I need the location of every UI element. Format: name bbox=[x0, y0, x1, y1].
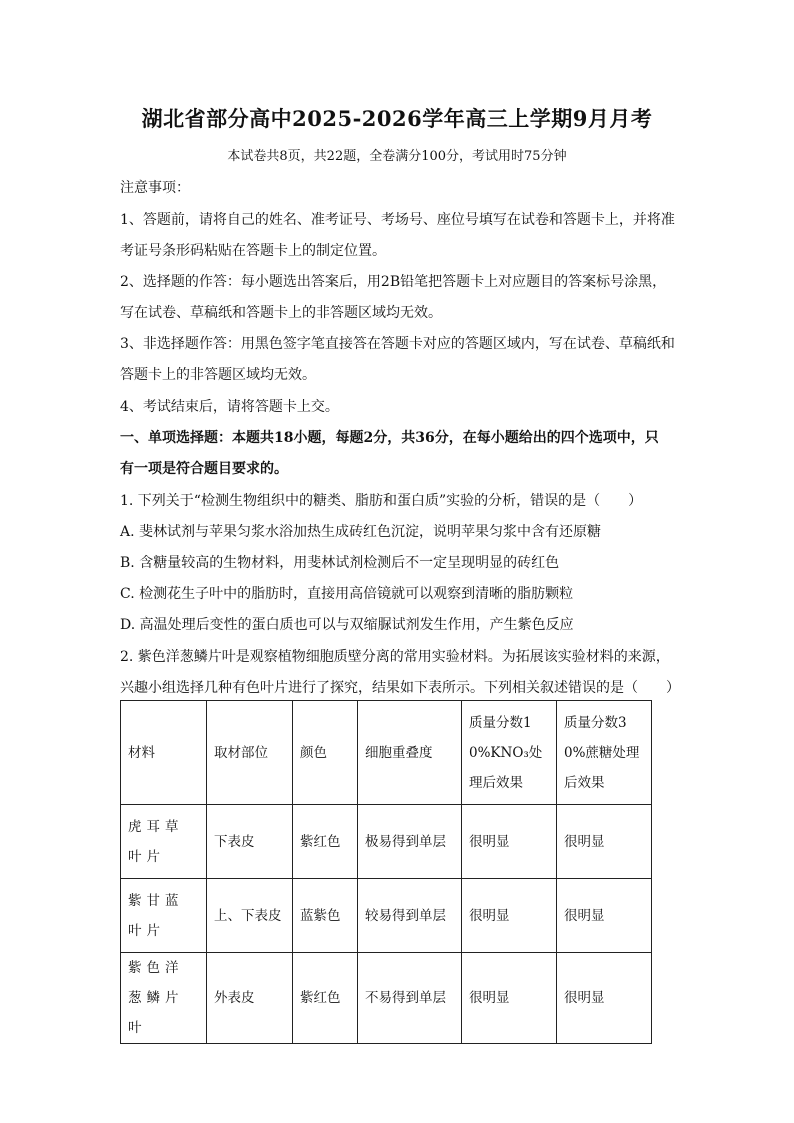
table-header-cell: 质量分数10%KNO₃处理后效果 bbox=[462, 701, 557, 805]
table-cell: 紫红色 bbox=[293, 805, 358, 879]
table-cell: 很明显 bbox=[462, 805, 557, 879]
question-2-stem: 2. 紫色洋葱鳞片叶是观察植物细胞质壁分离的常用实验材料。为拓展该实验材料的来源， bbox=[120, 649, 670, 665]
table-cell: 不易得到单层 bbox=[358, 953, 462, 1044]
table-cell: 极易得到单层 bbox=[358, 805, 462, 879]
question-1-stem: 1. 下列关于“检测生物组织中的糖类、脂肪和蛋白质”实验的分析，错误的是（ ） bbox=[120, 493, 643, 509]
notice-line: 考证号条形码粘贴在答题卡上的制定位置。 bbox=[120, 243, 386, 259]
table-cell: 上、下表皮 bbox=[207, 879, 293, 953]
table-header-cell: 颜色 bbox=[293, 701, 358, 805]
notice-line: 2、选择题的作答：每小题选出答案后，用2B铅笔把答题卡上对应题目的答案标号涂黑， bbox=[120, 274, 667, 290]
table-row bbox=[121, 879, 652, 953]
section-heading: 一、单项选择题：本题共18小题，每题2分，共36分，在每小题给出的四个选项中，只 bbox=[120, 430, 659, 446]
table-header-row bbox=[121, 701, 652, 805]
notice-heading: 注意事项： bbox=[120, 180, 190, 196]
question-1-option-d: D. 高温处理后变性的蛋白质也可以与双缩脲试剂发生作用，产生紫色反应 bbox=[120, 617, 574, 633]
page-title: 湖北省部分高中2025-2026学年高三上学期9月月考 bbox=[141, 106, 653, 131]
table-header-cell: 取材部位 bbox=[207, 701, 293, 805]
table-cell: 虎耳草叶片 bbox=[121, 805, 207, 879]
results-table bbox=[120, 700, 652, 1044]
table-row bbox=[121, 805, 652, 879]
section-heading: 有一项是符合题目要求的。 bbox=[120, 461, 288, 477]
table-row bbox=[121, 953, 652, 1044]
notice-line: 1、答题前，请将自己的姓名、准考证号、考场号、座位号填写在试卷和答题卡上，并将准 bbox=[120, 212, 675, 228]
table-cell: 下表皮 bbox=[207, 805, 293, 879]
question-2-stem: 兴趣小组选择几种有色叶片进行了探究，结果如下表所示。下列相关叙述错误的是（ ） bbox=[120, 680, 680, 696]
table-cell: 很明显 bbox=[557, 805, 652, 879]
exam-info: 本试卷共8页，共22题，全卷满分100分，考试用时75分钟 bbox=[227, 149, 567, 164]
table-cell: 很明显 bbox=[462, 879, 557, 953]
question-1-option-c: C. 检测花生子叶中的脂肪时，直接用高倍镜就可以观察到清晰的脂肪颗粒 bbox=[120, 586, 574, 602]
table-header-cell: 细胞重叠度 bbox=[358, 701, 462, 805]
table-header-cell: 材料 bbox=[121, 701, 207, 805]
table-cell: 外表皮 bbox=[207, 953, 293, 1044]
table-cell: 很明显 bbox=[462, 953, 557, 1044]
table-cell: 较易得到单层 bbox=[358, 879, 462, 953]
table-cell: 很明显 bbox=[557, 953, 652, 1044]
question-1-option-a: A. 斐林试剂与苹果匀浆水浴加热生成砖红色沉淀，说明苹果匀浆中含有还原糖 bbox=[120, 524, 602, 540]
notice-line: 3、非选择题作答：用黑色签字笔直接答在答题卡对应的答题区域内，写在试卷、草稿纸和 bbox=[120, 336, 675, 352]
notice-line: 4、考试结束后，请将答题卡上交。 bbox=[120, 399, 339, 415]
table-cell: 紫红色 bbox=[293, 953, 358, 1044]
table-cell: 紫色洋葱鳞片叶 bbox=[121, 953, 207, 1044]
notice-line: 写在试卷、草稿纸和答题卡上的非答题区域均无效。 bbox=[120, 305, 442, 321]
table-cell: 紫甘蓝叶片 bbox=[121, 879, 207, 953]
question-1-option-b: B. 含糖量较高的生物材料，用斐林试剂检测后不一定呈现明显的砖红色 bbox=[120, 555, 560, 571]
notice-line: 答题卡上的非答题区域均无效。 bbox=[120, 367, 316, 383]
table-cell: 蓝紫色 bbox=[293, 879, 358, 953]
table-header-cell: 质量分数30%蔗糖处理后效果 bbox=[557, 701, 652, 805]
table-cell: 很明显 bbox=[557, 879, 652, 953]
